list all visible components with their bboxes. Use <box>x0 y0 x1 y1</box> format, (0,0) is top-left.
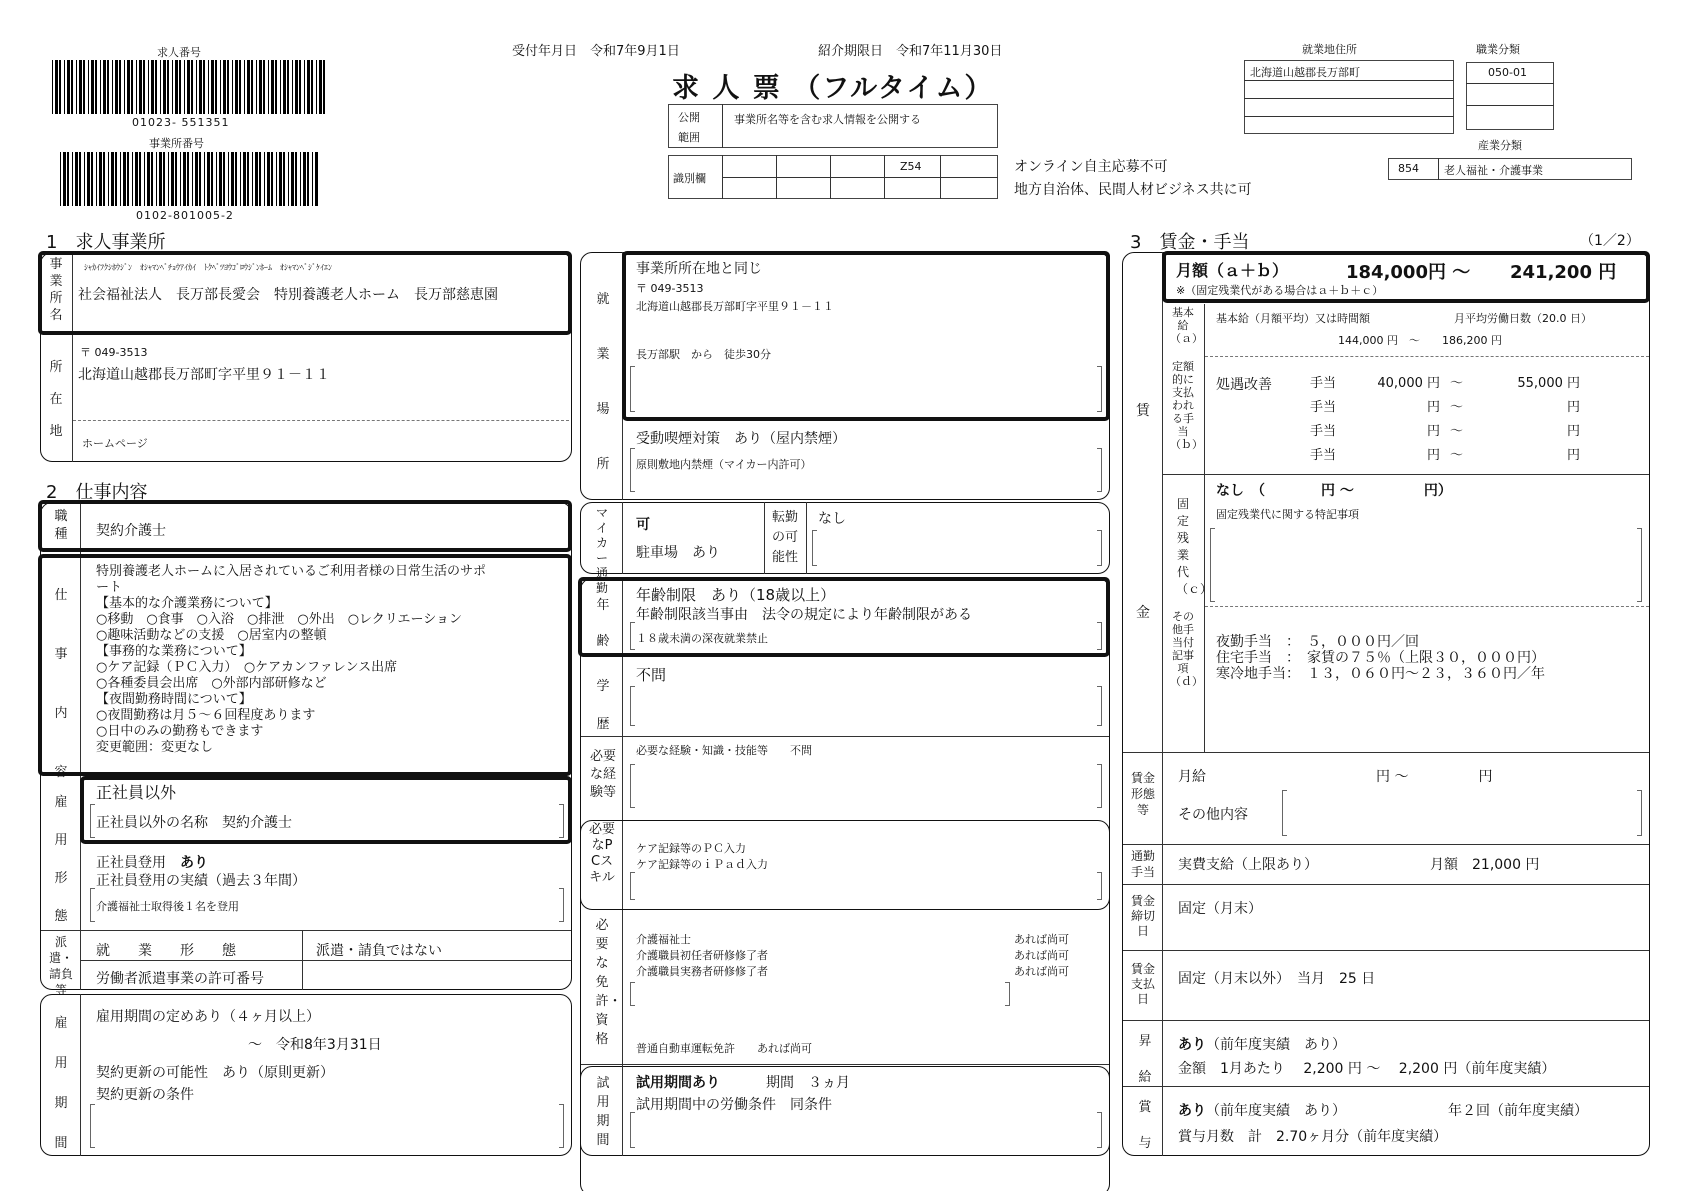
job-description <box>96 564 566 756</box>
license-name: 介護職員初任者研修修了者 <box>636 949 768 962</box>
job-number: 01023- 551351 <box>132 116 230 129</box>
job-category: 050-01 <box>1488 66 1527 79</box>
work-location: 北海道山越郡長万部町 <box>1250 66 1360 79</box>
job-description-line: 【夜間勤務時間について】 <box>96 692 252 707</box>
page-number: （1／2） <box>1580 233 1640 249</box>
id-value: Z54 <box>900 160 922 173</box>
allowance-sep: ～ <box>1450 376 1464 391</box>
period-1: 雇用期間の定めあり（４ヶ月以上） <box>96 1009 320 1025</box>
work-form-value: 派遣・請負ではない <box>316 943 442 959</box>
smoking-detail: 原則敷地内禁煙（マイカー内許可） <box>636 458 812 471</box>
section-2-title: 2 仕事内容 <box>46 482 148 503</box>
bonus-times: 年２回（前年度実績） <box>1448 1103 1588 1119</box>
allowance-min: 円 <box>1426 400 1440 415</box>
workplace-address: 北海道山越郡長万部町字平里９１－１１ <box>636 300 834 313</box>
license-row <box>636 932 1082 948</box>
license-note: あれば尚可 <box>1014 965 1069 978</box>
workplace-postal: 〒 049-3513 <box>636 282 704 295</box>
allowance-label: 手当 <box>1310 400 1337 415</box>
wage-form: 月給 <box>1178 769 1206 785</box>
trial-1: 試用期間あり <box>636 1075 720 1091</box>
workplace-1: 事業所所在地と同じ <box>636 261 762 277</box>
driver-license: 普通自動車運転免許 あれば尚可 <box>636 1042 812 1055</box>
employer-address: 北海道山越郡長万部町字平里９１－１１ <box>78 367 330 383</box>
allowance-sep: ～ <box>1450 448 1464 463</box>
allowance-max: 円 <box>1566 424 1580 439</box>
renewal: 契約更新の可能性 あり（原則更新） <box>96 1065 334 1081</box>
age-detail: １８歳未満の深夜就業禁止 <box>636 632 768 645</box>
other-allowances <box>1216 634 1636 682</box>
overtime-note: 固定残業代に関する特記事項 <box>1216 508 1359 521</box>
commute-max: 月額 21,000 円 <box>1430 857 1540 873</box>
transfer-value: なし <box>818 511 846 527</box>
age-reason: 年齢制限該当事由 法令の規定により年齢制限がある <box>636 607 972 623</box>
other-allowance-label: その他手当付記事項（ｄ） <box>1170 610 1203 688</box>
workdays: 月平均労働日数（20.0 日） <box>1454 312 1592 325</box>
postal-code: 〒 049-3513 <box>80 346 148 359</box>
homepage-label: ホームページ <box>82 437 148 450</box>
allowance-list <box>1310 372 1646 468</box>
office-number-barcode <box>60 152 322 206</box>
trial-2: 試用期間中の労働条件 同条件 <box>636 1097 832 1113</box>
job-description-line: ート <box>96 580 123 595</box>
bonus: あり（前年度実績 あり） <box>1178 1103 1346 1119</box>
age-limit: 年齢制限 あり（18歳以上） <box>636 586 836 604</box>
allowance-row <box>1310 372 1646 396</box>
job-number-label: 求人番号 <box>157 46 201 59</box>
employment-name: 正社員以外の名称 契約介護士 <box>96 815 292 831</box>
renewal-condition: 契約更新の条件 <box>96 1087 194 1103</box>
allowance-min: 円 <box>1426 424 1440 439</box>
regular-hire-detail: 介護福祉士取得後１名を登用 <box>96 900 239 913</box>
employment-type: 正社員以外 <box>96 783 177 802</box>
job-description-line: ○日中のみの勤務もできます <box>96 724 264 739</box>
commute-value: 実費支給（上限あり） <box>1178 857 1318 873</box>
allowance-label: 手当 <box>1310 376 1337 391</box>
other-allowance-line: 夜勤手当 ： ５，０００円／回 <box>1216 634 1419 650</box>
address-label: 所在地 <box>49 360 63 439</box>
regular-hire: 正社員登用 あり <box>96 855 208 871</box>
allowance-sep: ～ <box>1450 424 1464 439</box>
allowance-min: 40,000 円 <box>1377 376 1440 391</box>
license-note: あれば尚可 <box>1014 949 1069 962</box>
allowance-row <box>1310 444 1646 468</box>
license-row <box>636 964 1082 980</box>
pc-2: ケア記録等のｉＰａｄ入力 <box>636 858 768 871</box>
office-number-label: 事業所番号 <box>149 137 204 150</box>
employer-name-kana: ｼｬｶｲﾌｸｼﾎｳｼﾞﾝ ｵｼｬﾏﾝﾍﾞﾁｮｳｱｲｶｲ ﾄｸﾍﾞﾂﾖｳｺﾞﾛｳｼﾞﾝﾎｰﾑ ｵｼｬﾏﾝﾍﾞｼﾞｹｲｴﾝ <box>84 263 332 272</box>
allowance-max: 55,000 円 <box>1517 376 1580 391</box>
job-description-line: ○ケア記録（ＰＣ入力） ○ケアカンファレンス出席 <box>96 660 398 675</box>
allowance-max: 円 <box>1566 400 1580 415</box>
job-description-line: 変更範囲：変更なし <box>96 740 214 755</box>
base-pay-label: 基本給（ａ） <box>1170 306 1203 345</box>
job-description-line: ○夜間勤務は月５～６回程度あります <box>96 708 316 723</box>
license-note: あれば尚可 <box>1014 933 1069 946</box>
smoking: 受動喫煙対策 あり（屋内禁煙） <box>636 431 846 447</box>
monthly-max: 241,200 円 <box>1510 262 1617 283</box>
license-name: 介護福祉士 <box>636 933 691 946</box>
job-description-line: ○移動 ○食事 ○入浴 ○排泄 ○外出 ○レクリエーション <box>96 612 463 627</box>
education-value: 不問 <box>636 666 667 684</box>
wage-other: その他内容 <box>1178 807 1248 823</box>
publish-value: 事業所名等を含む求人情報を公開する <box>734 113 921 126</box>
dispatch-permit: 労働者派遣事業の許可番号 <box>96 971 264 987</box>
employer-name-label: 事業所名 <box>49 257 63 323</box>
job-description-line: ○趣味活動などの支援 ○居室内の整頓 <box>96 628 327 643</box>
other-allowance-line: 寒冷地手当： １３，０６０円～２３，３６０円／年 <box>1216 666 1545 682</box>
job-description-line: ○各種委員会出席 ○外部内部研修など <box>96 676 327 691</box>
job-title: 契約介護士 <box>96 523 166 539</box>
work-form-label: 就 業 形 態 <box>96 943 236 959</box>
allowance-row <box>1310 396 1646 420</box>
raise: あり（前年度実績 あり） <box>1178 1037 1346 1053</box>
deadline-date: 紹介期限日 令和7年11月30日 <box>818 44 1003 59</box>
job-description-line: 【事務的な業務について】 <box>96 644 252 659</box>
wage-form-range: 円 ～ 円 <box>1376 769 1493 785</box>
raise-amount: 金額 1月あたり 2,200 円 ～ 2,200 円（前年度実績） <box>1178 1061 1556 1077</box>
allowance-name: 処遇改善 <box>1216 377 1272 393</box>
overtime-value: なし （ 円 ～ 円） <box>1216 483 1452 499</box>
employer-name: 社会福祉法人 長万部長愛会 特別養護老人ホーム 長万部慈恵園 <box>78 287 498 303</box>
base-range: 144,000 円 ～ 186,200 円 <box>1338 334 1502 347</box>
base-header: 基本給（月額平均）又は時間額 <box>1216 312 1370 325</box>
regular-hire-record: 正社員登用の実績（過去３年間） <box>96 873 306 889</box>
job-description-line: 【基本的な介護業務について】 <box>96 596 278 611</box>
pc-1: ケア記録等のＰＣ入力 <box>636 842 746 855</box>
allowance-row <box>1310 420 1646 444</box>
allowance-min: 円 <box>1426 448 1440 463</box>
overtime-label: 固定残業代（ｃ） <box>1176 497 1213 596</box>
section-1-title: 1 求人事業所 <box>46 232 166 253</box>
received-date: 受付年月日 令和7年9月1日 <box>512 44 680 59</box>
monthly-min: 184,000円 ～ <box>1346 262 1471 283</box>
office-number: 0102-801005-2 <box>136 209 234 222</box>
job-description-line: 特別養護老人ホームに入居されているご利用者様の日常生活のサポ <box>96 564 487 579</box>
allowance-max: 円 <box>1566 448 1580 463</box>
cutoff-value: 固定（月末） <box>1178 901 1262 917</box>
allowance-label: 手当 <box>1310 448 1337 463</box>
license-row <box>636 948 1082 964</box>
payday-value: 固定（月末以外） 当月 25 日 <box>1178 971 1376 987</box>
monthly-note: ※（固定残業代がある場合はａ＋ｂ＋ｃ） <box>1176 284 1384 297</box>
allowance-label: 手当 <box>1310 424 1337 439</box>
fixed-allowance-label: 定額的に支払われる手当（ｂ） <box>1170 360 1203 451</box>
allowance-sep: ～ <box>1450 400 1464 415</box>
license-name: 介護職員実務者研修修了者 <box>636 965 768 978</box>
job-number-barcode <box>52 60 330 114</box>
other-allowance-line: 住宅手当 ： 家賃の７５％（上限３０，０００円） <box>1216 650 1545 666</box>
bonus-months: 賞与月数 計 2.70ヶ月分（前年度実績） <box>1178 1129 1448 1145</box>
local-note: 地方自治体、民間人材ビジネス共に可 <box>1014 182 1252 198</box>
parking: 駐車場 あり <box>636 545 720 561</box>
transfer-label: 転勤の可能性 <box>771 510 798 565</box>
online-note: オンライン自主応募不可 <box>1014 159 1168 175</box>
trial-1b: 期間 ３ヵ月 <box>766 1075 850 1091</box>
section-3-title: 3 賃金・手当 <box>1130 232 1250 253</box>
period-2: ～ 令和8年3月31日 <box>248 1037 382 1053</box>
access: 長万部駅 から 徒歩30分 <box>636 348 771 361</box>
page-title: 求 人 票 （フルタイム） <box>672 73 994 104</box>
car-value: 可 <box>636 517 650 533</box>
experience-value: 必要な経験・知識・技能等 不問 <box>636 744 812 757</box>
license-list <box>636 932 1082 980</box>
monthly-label: 月額（ａ＋ｂ） <box>1176 261 1289 280</box>
industry-name: 老人福祉・介護事業 <box>1444 164 1543 177</box>
